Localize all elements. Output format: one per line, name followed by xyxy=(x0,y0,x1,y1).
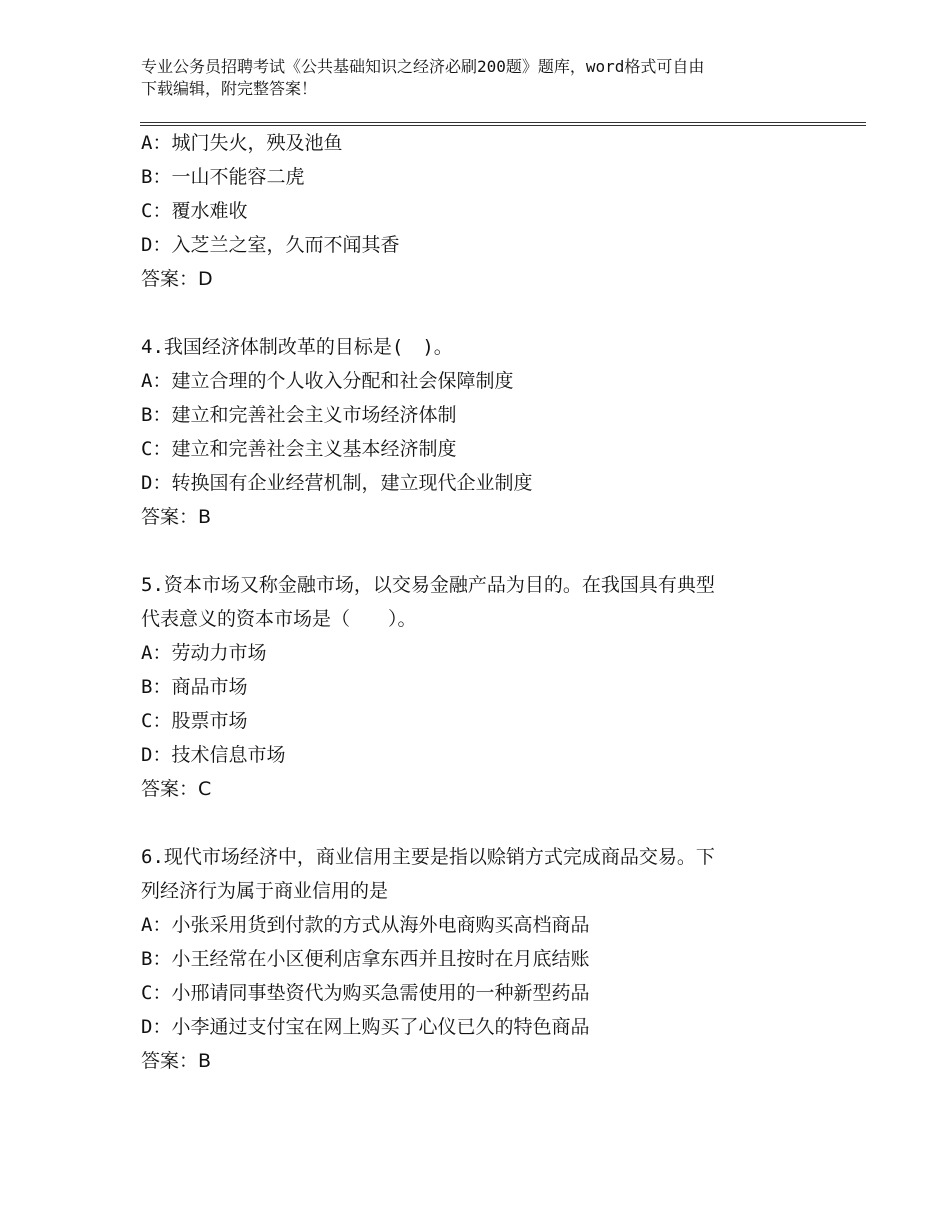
answer: 答案：C xyxy=(141,778,212,800)
question-3 xyxy=(141,126,841,296)
question-stem: 6.现代市场经济中，商业信用主要是指以赊销方式完成商品交易。下 xyxy=(141,846,715,868)
option-d: D：入芝兰之室，久而不闻其香 xyxy=(141,234,400,256)
answer: 答案：B xyxy=(141,506,212,528)
option-c: C：覆水难收 xyxy=(141,200,248,222)
option-b: B：建立和完善社会主义市场经济体制 xyxy=(141,404,457,426)
question-4 xyxy=(141,330,841,534)
option-d: D：小李通过支付宝在网上购买了心仪已久的特色商品 xyxy=(141,1016,590,1038)
answer: 答案：B xyxy=(141,1050,212,1072)
question-5 xyxy=(141,568,841,806)
option-a: A：小张采用货到付款的方式从海外电商购买高档商品 xyxy=(141,914,590,936)
option-c: C：股票市场 xyxy=(141,710,248,732)
option-c: C：建立和完善社会主义基本经济制度 xyxy=(141,438,457,460)
option-a: A：劳动力市场 xyxy=(141,642,267,664)
option-a: A：城门失火，殃及池鱼 xyxy=(141,132,343,154)
option-a: A：建立合理的个人收入分配和社会保障制度 xyxy=(141,370,514,392)
question-list xyxy=(141,126,841,1078)
question-stem: 代表意义的资本市场是（ ）。 xyxy=(141,608,417,630)
question-6 xyxy=(141,840,841,1078)
option-b: B：商品市场 xyxy=(141,676,248,698)
spacer xyxy=(141,806,841,840)
header-line-2: 下载编辑，附完整答案！ xyxy=(141,79,318,98)
question-stem: 5.资本市场又称金融市场，以交易金融产品为目的。在我国具有典型 xyxy=(141,574,715,596)
header-rule-top xyxy=(140,122,866,123)
question-stem: 4.我国经济体制改革的目标是( )。 xyxy=(141,336,453,358)
question-stem: 列经济行为属于商业信用的是 xyxy=(141,880,389,902)
option-b: B：一山不能容二虎 xyxy=(141,166,305,188)
spacer xyxy=(141,534,841,568)
answer: 答案：D xyxy=(141,268,213,290)
option-b: B：小王经常在小区便利店拿东西并且按时在月底结账 xyxy=(141,948,590,970)
spacer xyxy=(141,296,841,330)
option-d: D：转换国有企业经营机制，建立现代企业制度 xyxy=(141,472,533,494)
option-c: C：小邢请同事垫资代为购买急需使用的一种新型药品 xyxy=(141,982,590,1004)
document-header xyxy=(141,56,821,100)
header-line-1: 专业公务员招聘考试《公共基础知识之经济必刷200题》题库，word格式可自由 xyxy=(141,57,705,76)
option-d: D：技术信息市场 xyxy=(141,744,286,766)
